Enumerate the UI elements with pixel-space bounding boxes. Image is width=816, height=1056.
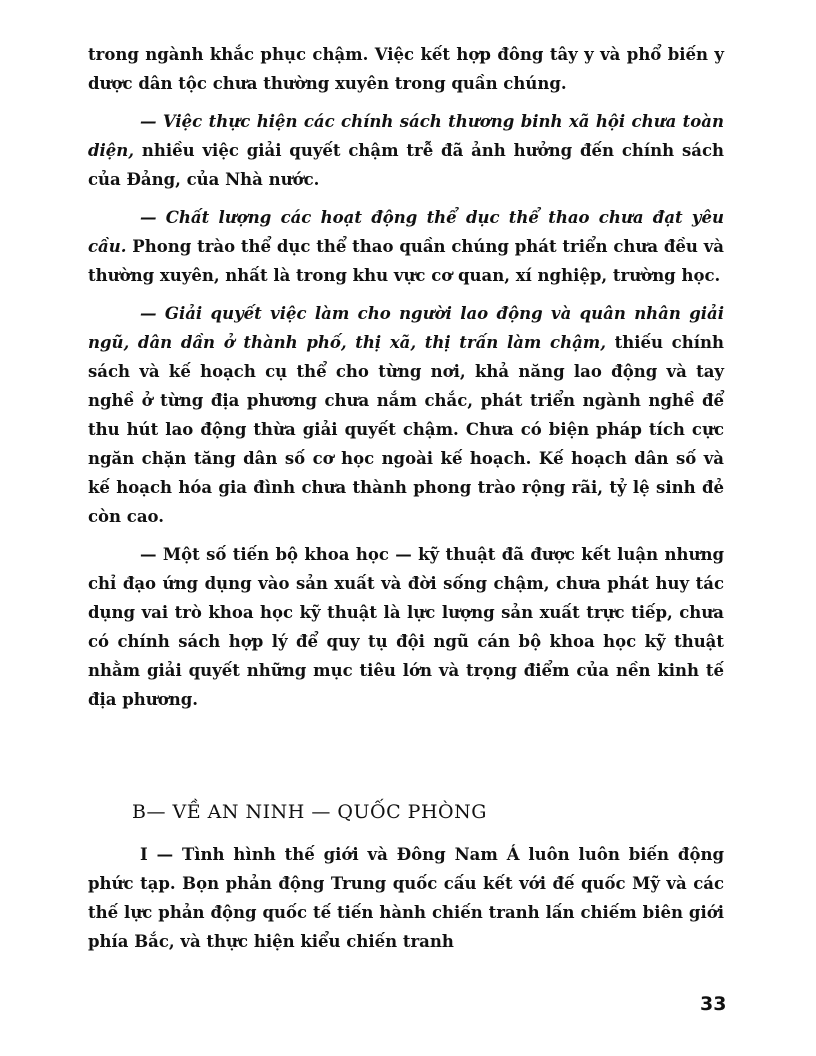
paragraph-science-technology: [88, 540, 724, 714]
text-run: trong ngành khắc phục chậm. Việc kết hợp đông tây y và phổ biến y dược dân tộc chưa thường xuyên trong quần chúng.: [88, 45, 724, 93]
text-run: I — Tình hình thế giới và Đông Nam Á luôn luôn biến động phức tạp. Bọn phản động Trung quốc cấu kết với đế quốc Mỹ và các thế lực phản động quốc tế tiến hành chiến tranh lấn chiếm biên giới phía Bắc, và thực hiện kiểu chiến tranh: [88, 845, 724, 951]
paragraph-sports: [88, 203, 724, 290]
section-heading: B— VỀ AN NINH — QUỐC PHÒNG: [132, 801, 487, 823]
text-run: Phong trào thể dục thể thao quần chúng phát triển chưa đều và thường xuyên, nhất là trong khu vực cơ quan, xí nghiệp, trường học.: [88, 237, 724, 285]
text-run: thiếu chính sách và kế hoạch cụ thể cho từng nơi, khả năng lao động và tay nghề ở từng địa phương chưa nắm chắc, phát triển ngành nghề để thu hút lao động thừa giải quyết chậm. Chưa có biện pháp tích cực ngăn chặn tăng dân số cơ học ngoài kế hoạch. Kế hoạch dân số và kế hoạch hóa gia đình chưa thành phong trào rộng rãi, tỷ lệ sinh đẻ còn cao.: [88, 333, 724, 526]
text-run: — Một số tiến bộ khoa học — kỹ thuật đã được kết luận nhưng chỉ đạo ứng dụng vào sản xuất và đời sống chậm, chưa phát huy tác dụng vai trò khoa học kỹ thuật là lực lượng sản xuất trực tiếp, chưa có chính sách hợp lý để quy tụ đội ngũ cán bộ khoa học kỹ thuật nhằm giải quyết những mục tiêu lớn và trọng điểm của nền kinh tế địa phương.: [88, 545, 724, 709]
italic-lead-run: — Giải quyết việc làm cho người lao động và quân nhân giải ngũ, dân dần ở thành phố, thị xã, thị trấn làm chậm,: [88, 304, 724, 352]
italic-lead-run: — Việc thực hiện các chính sách thương binh xã hội chưa toàn diện,: [88, 112, 724, 160]
paragraph-security-situation: [88, 840, 724, 956]
paragraph-social-policy: [88, 107, 724, 194]
paragraph-employment: [88, 299, 724, 531]
body-text-block: [88, 40, 724, 714]
page-number: 33: [700, 993, 727, 1015]
text-run: nhiều việc giải quyết chậm trễ đã ảnh hưởng đến chính sách của Đảng, của Nhà nước.: [88, 141, 724, 189]
paragraph-health-services: [88, 40, 724, 98]
section-text-block: [88, 840, 724, 956]
italic-lead-run: — Chất lượng các hoạt động thể dục thể thao chưa đạt yêu cầu.: [88, 208, 724, 256]
